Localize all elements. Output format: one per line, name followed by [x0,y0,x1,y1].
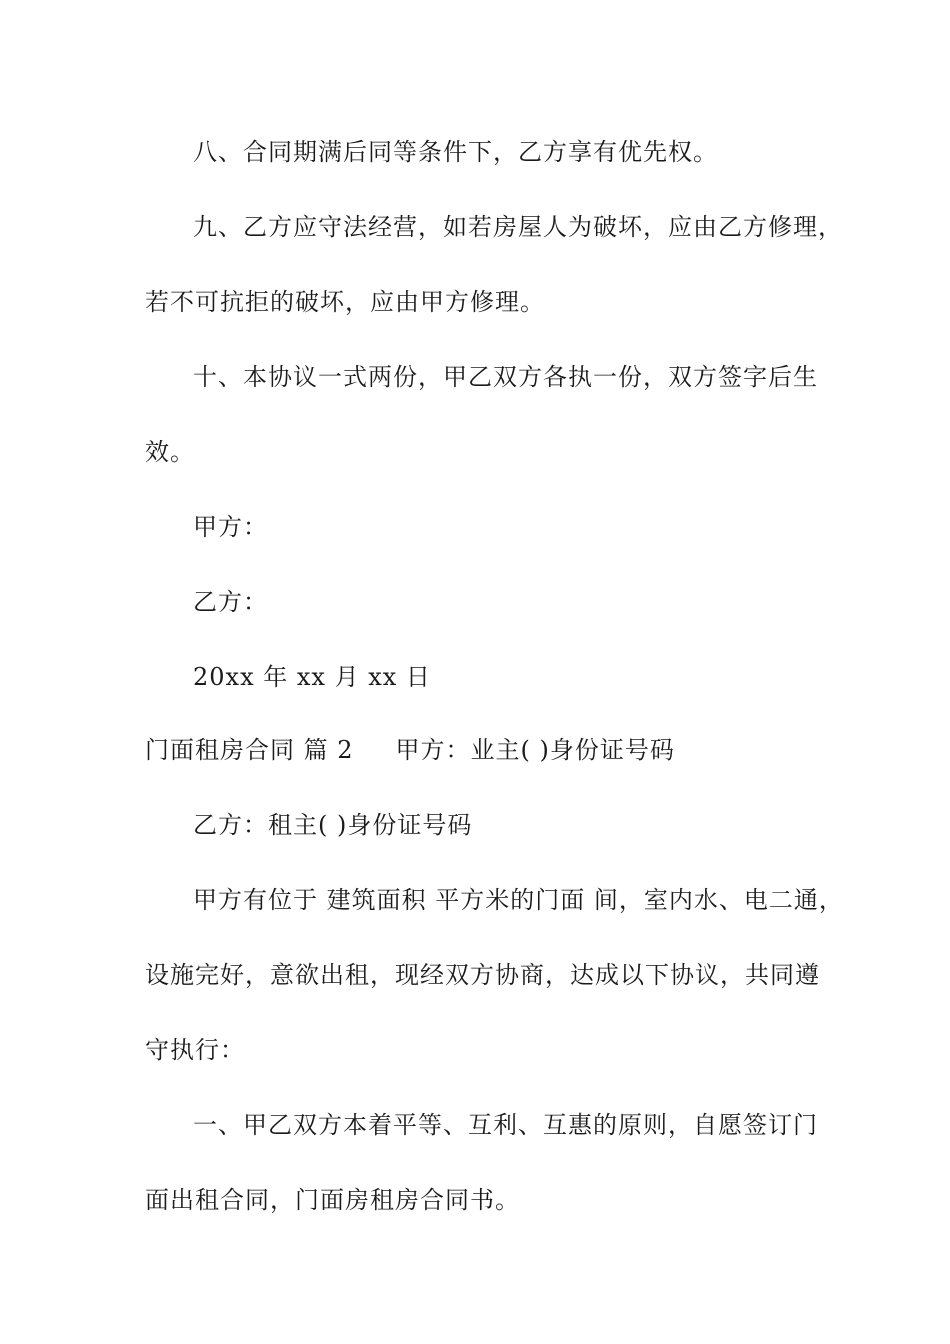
contract-2-title: 门面租房合同 篇 2 [145,736,354,764]
premises-line-3: 守执行： [145,1036,245,1064]
clause-10-line-1: 十、本协议一式两份，甲乙双方各执一份，双方签字后生 [193,363,818,391]
premises-line-1: 甲方有位于 建筑面积 平方米的门面 间，室内水、电二通， [193,886,844,914]
contract-2-party-b: 乙方：租主( )身份证号码 [193,811,473,839]
contract-2-heading-row [145,734,675,766]
party-a-signature-label: 甲方： [193,513,268,541]
premises-line-2: 设施完好，意欲出租，现经双方协商，达成以下协议，共同遵 [145,961,820,989]
contract-2-party-a: 甲方：业主( )身份证号码 [395,736,675,764]
clause-1-line-1: 一、甲乙双方本着平等、互利、互惠的原则，自愿签订门 [193,1111,818,1139]
signature-date: 20xx 年 xx 月 xx 日 [193,663,431,691]
clause-8: 八、合同期满后同等条件下，乙方享有优先权。 [193,138,718,166]
party-b-signature-label: 乙方： [193,588,268,616]
clause-9-line-1: 九、乙方应守法经营，如若房屋人为破坏，应由乙方修理， [193,213,843,241]
clause-1-line-2: 面出租合同，门面房租房合同书。 [145,1186,520,1214]
clause-10-line-2: 效。 [145,438,195,466]
clause-9-line-2: 若不可抗拒的破坏，应由甲方修理。 [145,288,545,316]
